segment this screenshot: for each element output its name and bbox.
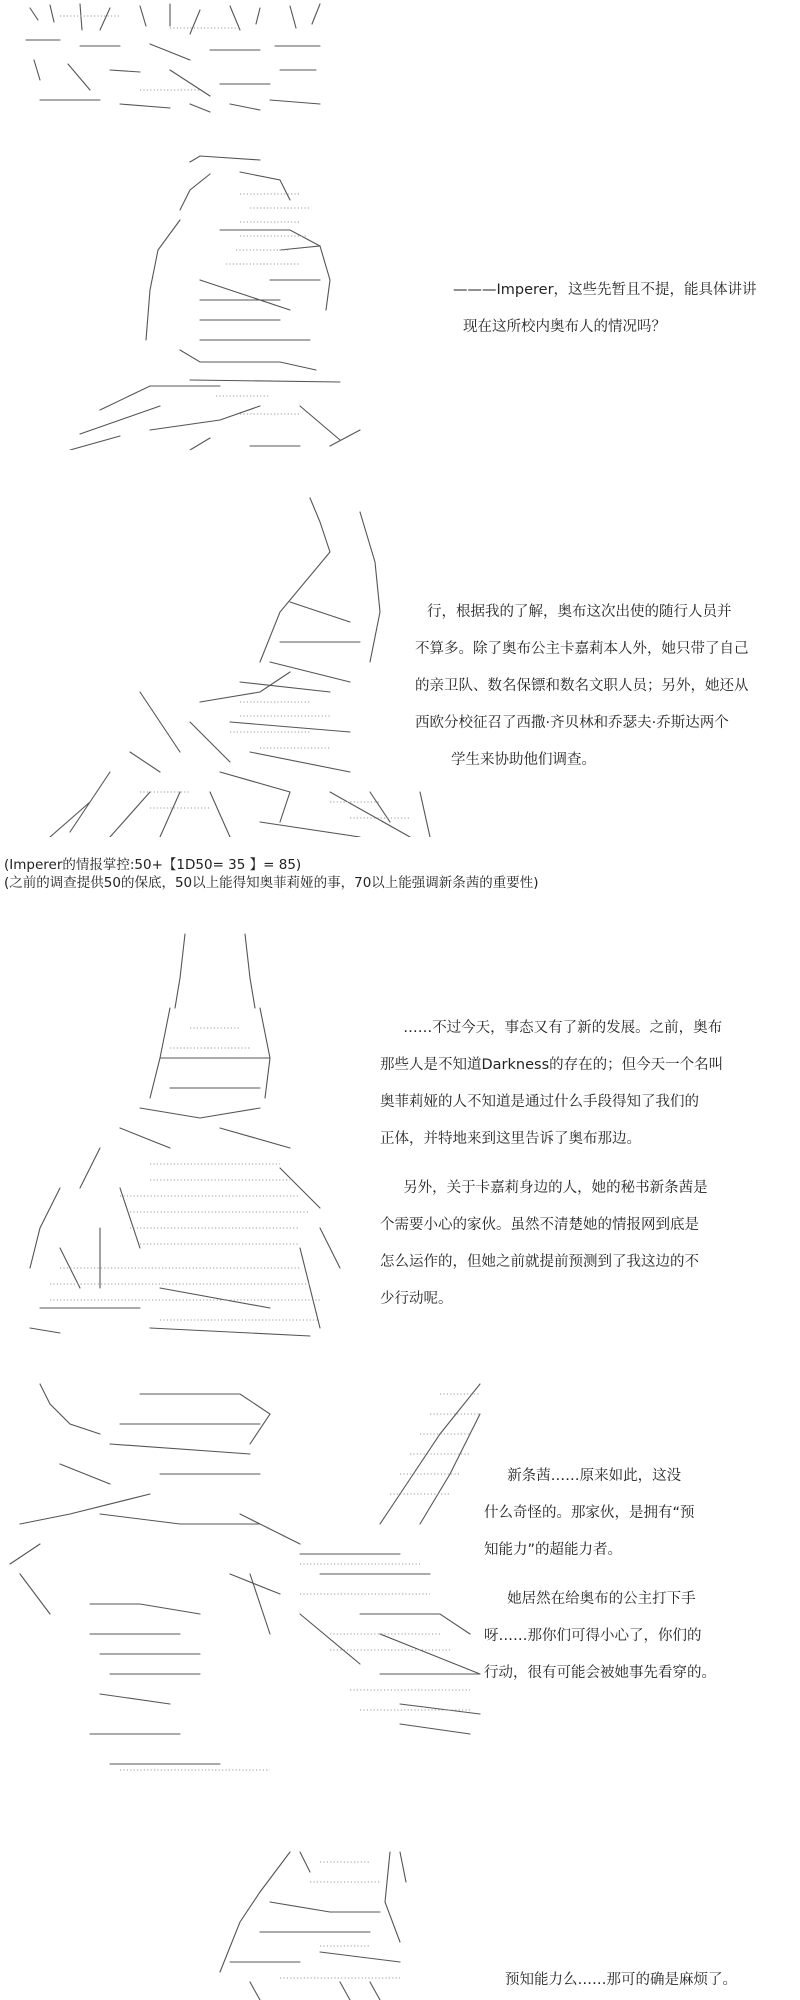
dialog-line: 奥菲莉娅的人不知道是通过什么手段得知了我们的 [380, 1094, 699, 1110]
ascii-art-character-bunny [20, 928, 350, 1344]
dialog-line: 那些人是不知道Darkness的存在的；但今天一个名叫 [380, 1057, 724, 1073]
dialog-bunny-explanation [380, 1010, 780, 1318]
dialog-line: 知能力”的超能力者。 [484, 1542, 623, 1558]
dialog-line: 行，根据我的了解，奥布这次出使的随行人员并 [427, 604, 732, 620]
dialog-line: 少行动呢。 [380, 1291, 453, 1307]
ascii-art-top-partial [20, 0, 350, 120]
dialog-line: 预知能力么……那可的确是麻烦了。 [505, 1972, 737, 1988]
dialog-line: 怎么运作的，但她之前就提前预测到了我这边的不 [380, 1254, 699, 1270]
dice-roll-result: (Imperer的情报掌控:50+【1D50= 35 】= 85) [4, 857, 302, 873]
dialog-line: 新条茜……原来如此，这没 [507, 1468, 682, 1484]
dialog-line: 学生来协助他们调查。 [451, 752, 596, 768]
dialog-line: 什么奇怪的。那家伙，是拥有“预 [484, 1505, 695, 1521]
dialog-line: ……不过今天，事态又有了新的发展。之前，奥布 [403, 1020, 723, 1036]
dice-roll-thresholds: (之前的调查提供50的保底，50以上能得知奥菲莉娅的事，70以上能强调新条茜的重要性) [4, 875, 539, 891]
dialog-line: 她居然在给奥布的公主打下手 [507, 1591, 696, 1607]
dialog-final-remark [505, 1962, 795, 1999]
ascii-art-character-armored [0, 1374, 500, 1802]
dialog-line: 个需要小心的家伙。虽然不清楚她的情报网到底是 [380, 1217, 699, 1233]
ascii-art-character-hooded [40, 150, 370, 450]
dialog-line: 不算多。除了奥布公主卡嘉莉本人外，她只带了自己 [415, 641, 749, 657]
ascii-art-character-bottom [200, 1842, 440, 2000]
dialog-imperer-question [453, 272, 793, 346]
dialog-line: 西欧分校征召了西撒·齐贝林和乔瑟夫·乔斯达两个 [415, 715, 729, 731]
dialog-line: 另外，关于卡嘉莉身边的人，她的秘书新条茜是 [403, 1180, 708, 1196]
dialog-line: 现在这所校内奥布人的情况吗？ [463, 319, 666, 335]
dialog-line: 呀……那你们可得小心了，你们的 [484, 1628, 702, 1644]
dialog-armored-reply [484, 1458, 784, 1692]
dice-roll-note [4, 856, 539, 892]
dialog-informant-answer [415, 594, 795, 779]
dialog-line: 正体，并特地来到这里告诉了奥布那边。 [380, 1131, 641, 1147]
dialog-line: 的亲卫队、数名保镖和数名文职人员；另外，她还从 [415, 678, 749, 694]
dialog-line: ———Imperer，这些先暂且不提，能具体讲讲 [453, 282, 757, 298]
ascii-art-character-ears [30, 492, 450, 837]
dialog-line: 行动，很有可能会被她事先看穿的。 [484, 1665, 716, 1681]
